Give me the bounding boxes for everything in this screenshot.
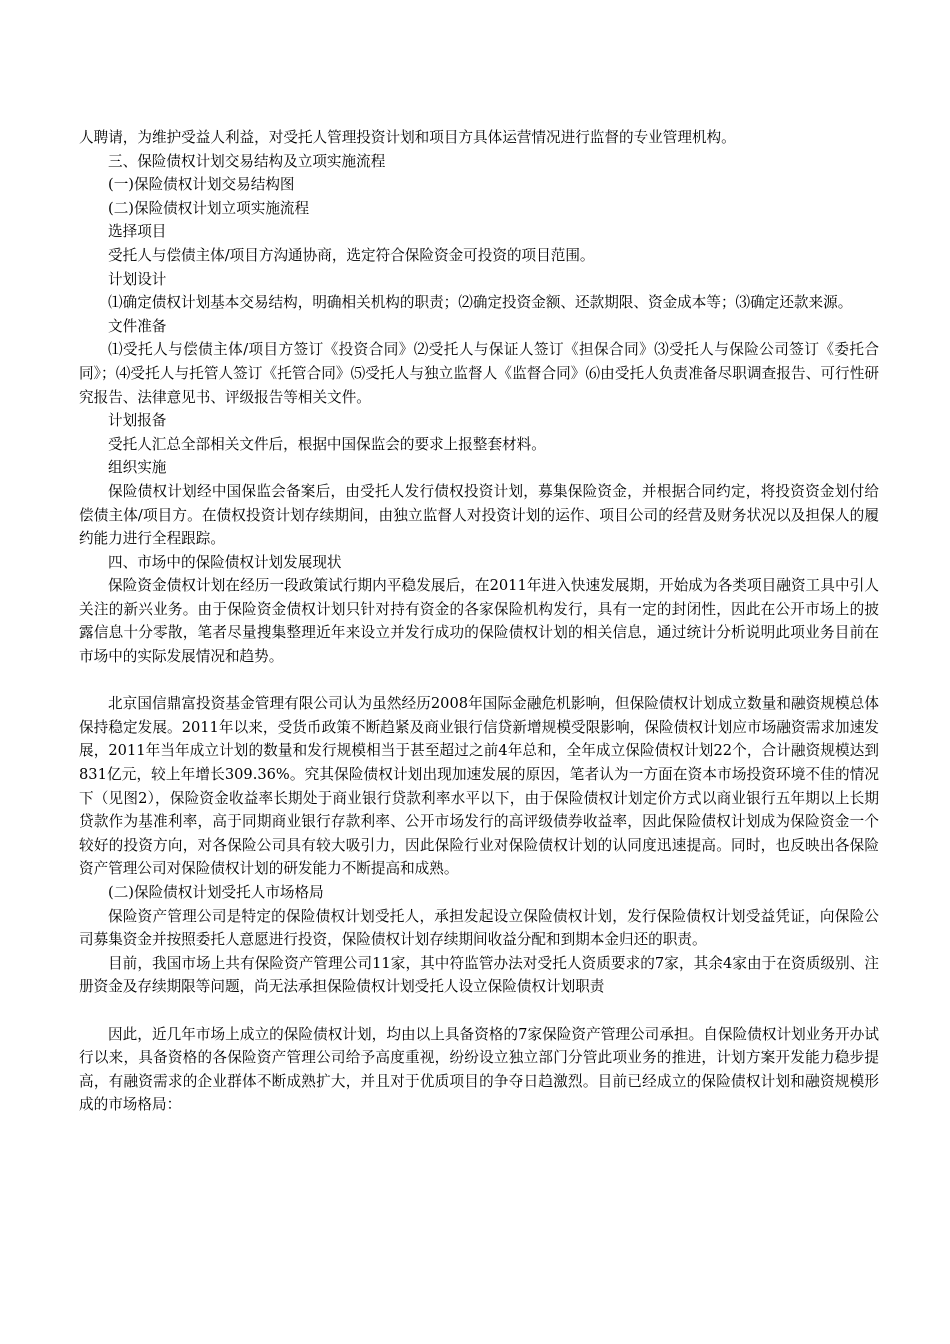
- paragraph: 保险债权计划经中国保监会备案后，由受托人发行债权投资计划，募集保险资金，并根据合同约定，将投资资金划付给偿债主体/项目方。在债权投资计划存续期间，由独立监督人对投资计划的运作、项目公司的经营及财务状况以及担保人的履约能力进行全程跟踪。: [79, 482, 879, 548]
- blank-line: [79, 999, 879, 1023]
- paragraph: 因此，近几年市场上成立的保险债权计划，均由以上具备资格的7家保险资产管理公司承担。自保险债权计划业务开办试行以来，具备资格的各保险资产管理公司给予高度重视，纷纷设立独立部门分管此项业务的推进，计划方案开发能力稳步提高，有融资需求的企业群体不断成熟扩大，并且对于优质项目的争夺日趋激烈。目前已经成立的保险债权计划和融资规模形成的市场格局：: [79, 1025, 879, 1114]
- paragraph: 受托人与偿债主体/项目方沟通协商，选定符合保险资金可投资的项目范围。: [108, 246, 595, 264]
- step-title: 计划设计: [108, 270, 167, 288]
- subsection-heading: (二)保险债权计划受托人市场格局: [108, 884, 324, 901]
- step-title: 选择项目: [108, 223, 167, 241]
- step-title: 计划报备: [108, 412, 167, 430]
- blank-line: [79, 669, 879, 693]
- paragraph: 受托人汇总全部相关文件后，根据中国保监会的要求上报整套材料。: [108, 435, 546, 453]
- section-heading: 三、保险债权计划交易结构及立项实施流程: [108, 152, 386, 170]
- section-heading: 四、市场中的保险债权计划发展现状: [108, 553, 342, 571]
- step-title: 组织实施: [108, 459, 167, 477]
- paragraph: ⑴确定债权计划基本交易结构，明确相关机构的职责；⑵确定投资金额、还款期限、资金成本等；⑶确定还款来源。: [108, 294, 853, 312]
- subsection-heading: (二)保险债权计划立项实施流程: [108, 199, 310, 217]
- subsection-heading: (一)保险债权计划交易结构图: [108, 176, 295, 194]
- paragraph: 保险资产管理公司是特定的保险债权计划受托人，承担发起设立保险债权计划，发行保险债权计划受益凭证，向保险公司募集资金并按照委托人意愿进行投资，保险债权计划存续期间收益分配和到期本金归还的职责。: [79, 907, 879, 949]
- paragraph: 目前，我国市场上共有保险资产管理公司11家，其中符监管办法对受托人资质要求的7家，其余4家由于在资质级别、注册资金及存续期限等问题，尚无法承担保险债权计划受托人设立保险债权计划职责: [79, 954, 879, 996]
- document-body: [79, 126, 879, 1117]
- step-title: 文件准备: [108, 317, 167, 335]
- paragraph: 北京国信鼎富投资基金管理有限公司认为虽然经历2008年国际金融危机影响，但保险债权计划成立数量和融资规模总体保持稳定发展。2011年以来，受货币政策不断趋紧及商业银行信贷新增规模受限影响，保险债权计划应市场融资需求加速发展，2011年当年成立计划的数量和发行规模相当于甚至超过之前4年总和，全年成立保险债权计划22个，合计融资规模达到831亿元，较上年增长309.36%。究其保险债权计划出现加速发展的原因，笔者认为一方面在资本市场投资环境不佳的情况下（见图2），保险资金收益率长期处于商业银行贷款利率水平以下，由于保险债权计划定价方式以商业银行五年期以上长期贷款作为基准利率，高于同期商业银行存款利率、公开市场发行的高评级债券收益率，因此保险债权计划成为保险资金一个较好的投资方向，对各保险公司具有较大吸引力，因此保险行业对保险债权计划的认同度迅速提高。同时，也反映出各保险资产管理公司对保险债权计划的研发能力不断提高和成熟。: [79, 695, 879, 878]
- paragraph: 人聘请，为维护受益人利益，对受托人管理投资计划和项目方具体运营情况进行监督的专业管理机构。: [79, 129, 736, 146]
- paragraph: ⑴受托人与偿债主体/项目方签订《投资合同》⑵受托人与保证人签订《担保合同》⑶受托人与保险公司签订《委托合同》；⑷受托人与托管人签订《托管合同》⑸受托人与独立监督人《监督合同》⑹由受托人负责准备尽职调查报告、可行性研究报告、法律意见书、评级报告等相关文件。: [79, 341, 879, 406]
- paragraph: 保险资金债权计划在经历一段政策试行期内平稳发展后，在2011年进入快速发展期，开始成为各类项目融资工具中引人关注的新兴业务。由于保险资金债权计划只针对持有资金的各家保险机构发行，具有一定的封闭性，因此在公开市场上的披露信息十分零散，笔者尽量搜集整理近年来设立并发行成功的保险债权计划的相关信息，通过统计分析说明此项业务目前在市场中的实际发展情况和趋势。: [79, 577, 879, 666]
